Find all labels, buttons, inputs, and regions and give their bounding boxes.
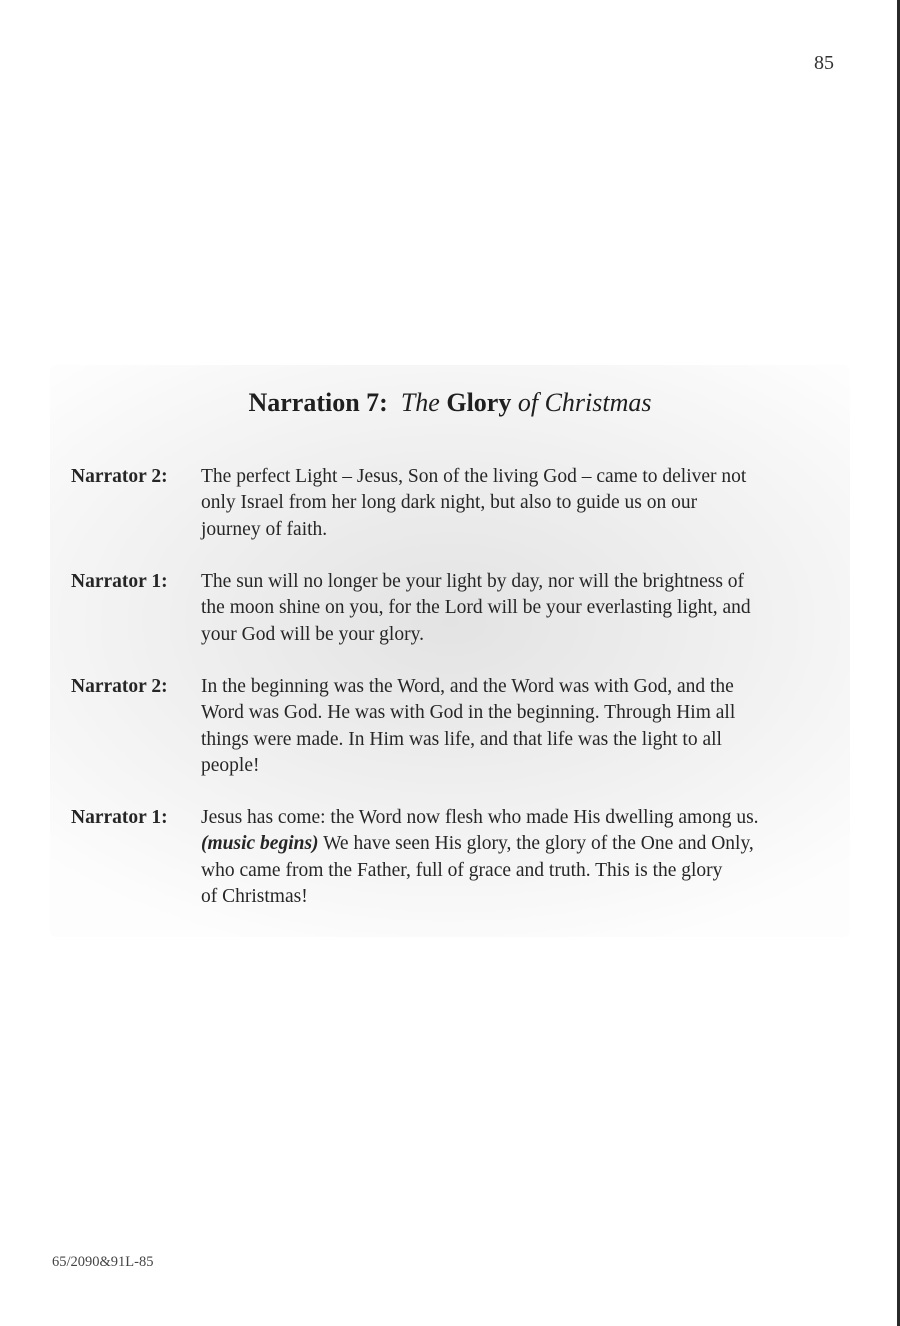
speech-line: Jesus has come: the Word now flesh who made His dwelling among us. [201, 807, 759, 828]
speech-line: of Christmas! [201, 885, 308, 907]
speaker-label: Narrator 1: [71, 807, 168, 828]
speaker-label: Narrator 2: [71, 466, 168, 487]
footer-code: 65/2090&91L-85 [52, 1254, 154, 1270]
speech-text [201, 805, 841, 910]
title-the: The [400, 388, 440, 417]
speech-line: the moon shine on you, for the Lord will be your everlasting light, and [201, 597, 751, 619]
speech-line: The sun will no longer be your light by day, nor will the brightness of [201, 571, 745, 592]
speech-text [201, 569, 841, 648]
narration-title [50, 388, 850, 418]
stage-direction: (music begins) [201, 833, 319, 855]
speech-text [201, 464, 841, 543]
title-rest: of Christmas [517, 388, 652, 417]
speech-line: In the beginning was the Word, and the Word was with God, and the [201, 676, 734, 697]
speech-text [201, 674, 841, 779]
speech-line: The perfect Light – Jesus, Son of the living God – came to deliver not [201, 466, 747, 487]
title-glory: Glory [446, 388, 512, 417]
title-label: Narration 7: [248, 388, 388, 417]
speech-line: your God will be your glory. [201, 623, 424, 645]
speech-line: who came from the Father, full of grace and truth. This is the glory [201, 859, 723, 881]
speech-line: things were made. In Him was life, and that life was the light to all [201, 728, 722, 750]
narration-box [50, 365, 850, 937]
speech-line-rest: We have seen His glory, the glory of the One and Only, [318, 833, 754, 855]
speech-line: journey of faith. [201, 518, 328, 540]
page-number: 85 [814, 52, 834, 74]
speech-line: only Israel from her long dark night, but also to guide us on our [201, 492, 698, 514]
speech-line: Word was God. He was with God in the beginning. Through Him all [201, 702, 736, 724]
speaker-label: Narrator 2: [71, 676, 168, 697]
speaker-label: Narrator 1: [71, 571, 168, 592]
speech-line [201, 831, 841, 857]
speech-line: people! [201, 754, 260, 776]
